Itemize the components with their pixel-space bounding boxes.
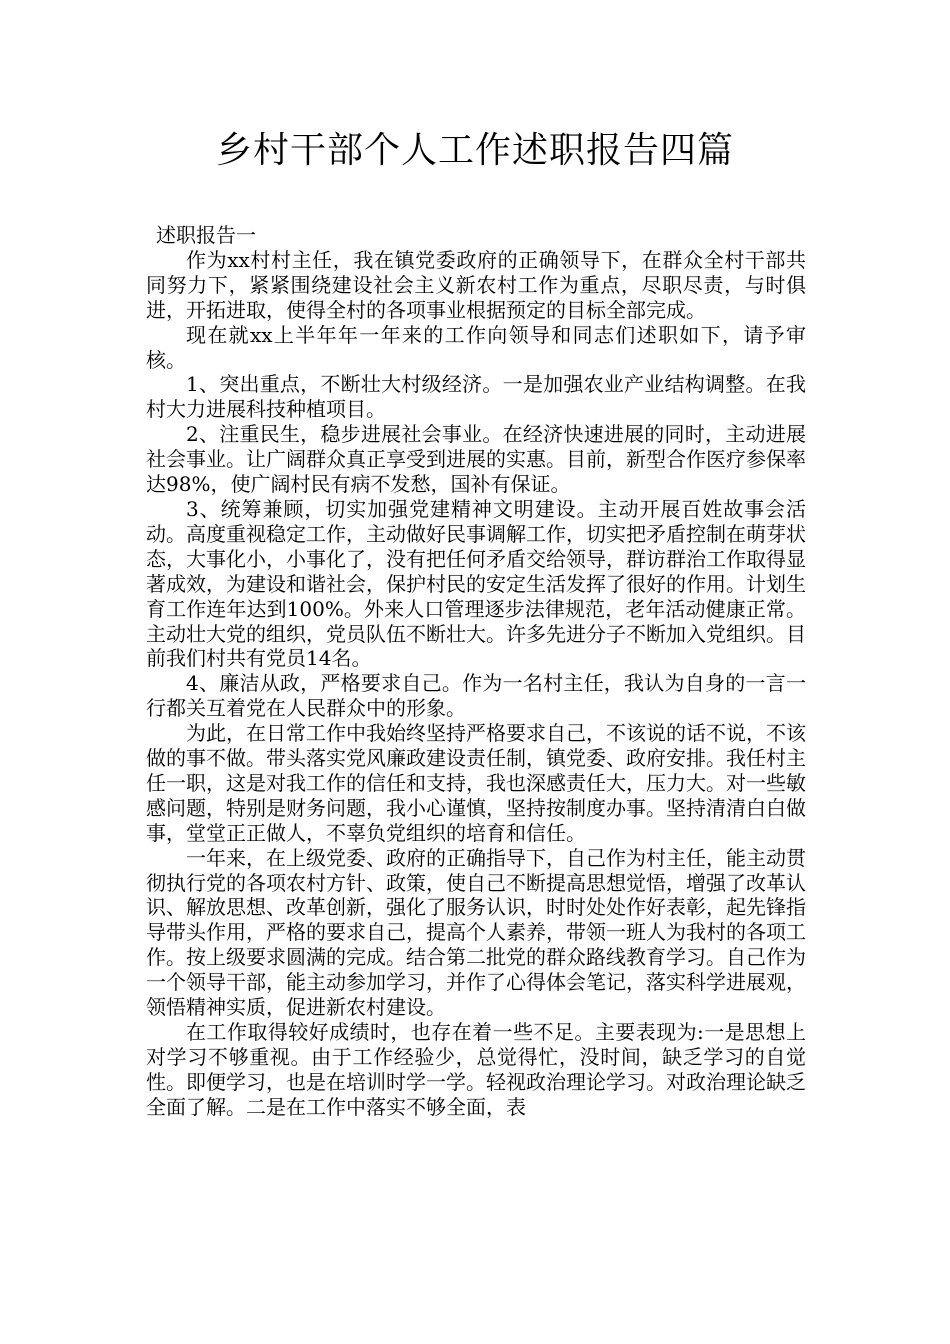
paragraph-point-4: 4、廉洁从政，严格要求自己。作为一名村主任，我认为自身的一言一行都关互着党在人民群众中的形象。 <box>146 671 806 721</box>
paragraph-point-1: 1、突出重点，不断壮大村级经济。一是加强农业产业结构调整。在我村大力进展科技种植项目。 <box>146 372 806 422</box>
paragraph-year-review: 一年来，在上级党委、政府的正确指导下，自己作为村主任，能主动贯彻执行党的各项农村方针、政策，使自己不断提高思想觉悟，增强了改革认识、解放思想、改革创新，强化了服务认识，时时处处作好表彰，起先锋指导带头作用，严格的要求自己，提高个人素养，带领一班人为我村的各项工作。按上级要求圆满的完成。结合第二批党的群众路线教育学习。自己作为一个领导干部，能主动参加学习，并作了心得体会笔记，落实科学进展观，领悟精神实质，促进新农村建设。 <box>146 845 806 1020</box>
paragraph-self-discipline: 为此，在日常工作中我始终坚持严格要求自己，不该说的话不说，不该做的事不做。带头落实党风廉政建设责任制，镇党委、政府安排。我任村主任一职，这是对我工作的信任和支持，我也深感责任大，压力大。对一些敏感问题，特别是财务问题，我小心谨慎，坚持按制度办事。坚持清清白白做事，堂堂正正做人，不辜负党组织的培育和信任。 <box>146 721 806 845</box>
document-title: 乡村干部个人工作述职报告四篇 <box>215 130 734 171</box>
paragraph-report-request: 现在就xx上半年年一年来的工作向领导和同志们述职如下，请予审核。 <box>146 322 806 372</box>
paragraph-point-2: 2、注重民生，稳步进展社会事业。在经济快速进展的同时，主动进展社会事业。让广阔群众真正享受到进展的实惠。目前，新型合作医疗参保率达98%，使广阔村民有病不发愁，国补有保证。 <box>146 422 806 497</box>
paragraph-point-3: 3、统筹兼顾，切实加强党建精神文明建设。主动开展百姓故事会活动。高度重视稳定工作，主动做好民事调解工作，切实把矛盾控制在萌芽状态，大事化小，小事化了，没有把任何矛盾交给领导，群访群治工作取得显著成效，为建设和谐社会，保护村民的安定生活发挥了很好的作用。计划生育工作连年达到100%。外来人口管理逐步法律规范，老年活动健康正常。主动壮大党的组织，党员队伍不断壮大。许多先进分子不断加入党组织。目前我们村共有党员14名。 <box>146 496 806 671</box>
paragraph-shortcomings: 在工作取得较好成绩时，也存在着一些不足。主要表现为:一是思想上对学习不够重视。由于工作经验少，总觉得忙，没时间，缺乏学习的自觉性。即便学习，也是在培训时学一学。轻视政治理论学习。对政治理论缺乏全面了解。二是在工作中落实不够全面，表 <box>146 1020 806 1119</box>
section-heading: 述职报告一 <box>156 223 256 247</box>
paragraph-intro: 作为xx村村主任，我在镇党委政府的正确领导下，在群众全村干部共同努力下，紧紧围绕建设社会主义新农村工作为重点，尽职尽责，与时俱进，开拓进取，使得全村的各项事业根据预定的目标全部完成。 <box>146 247 806 322</box>
document-body <box>146 223 806 1120</box>
